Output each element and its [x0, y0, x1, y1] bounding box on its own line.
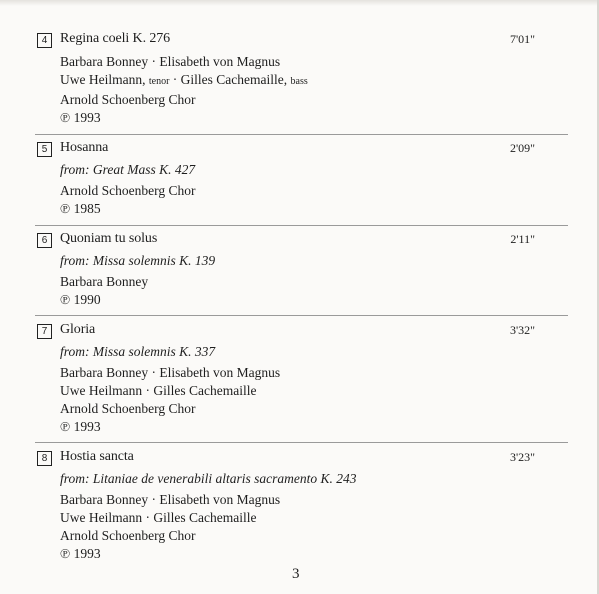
- voice-type: bass: [290, 76, 308, 87]
- track-entry-8: [37, 451, 567, 563]
- copyright-year: ℗ 1993: [60, 419, 101, 434]
- copyright-year: ℗ 1993: [60, 546, 101, 561]
- source-work: from: Missa solemnis K. 337: [60, 344, 216, 359]
- performers-line: Barbara Bonney · Elisabeth von Magnus: [60, 492, 281, 507]
- track-number-box: 7: [37, 324, 52, 339]
- track-header: [37, 33, 567, 53]
- performers-line: [60, 71, 567, 91]
- track-header: [37, 324, 567, 344]
- track-duration: 2'09": [509, 141, 535, 155]
- track-title: Gloria: [60, 322, 96, 337]
- track-duration: 7'01": [509, 32, 535, 46]
- track-number-box: 8: [37, 451, 52, 466]
- track-number-box: 5: [37, 142, 52, 157]
- performers-line: Uwe Heilmann · Gilles Cachemaille: [60, 510, 257, 525]
- performers-line: Barbara Bonney · Elisabeth von Magnus: [60, 365, 281, 380]
- voice-type: tenor: [148, 76, 170, 87]
- copyright-year: ℗ 1993: [60, 110, 101, 125]
- performers-line: Uwe Heilmann · Gilles Cachemaille: [60, 383, 257, 398]
- divider: [35, 315, 568, 316]
- choir-line: Arnold Schoenberg Chor: [60, 528, 196, 543]
- track-number-box: 6: [37, 233, 52, 248]
- track-header: [37, 233, 567, 253]
- source-work: from: Missa solemnis K. 139: [60, 253, 216, 268]
- track-title: Quoniam tu solus: [60, 231, 158, 246]
- choir-line: Arnold Schoenberg Chor: [60, 401, 196, 416]
- choir-line: Arnold Schoenberg Chor: [60, 92, 196, 107]
- source-work: from: Great Mass K. 427: [60, 162, 196, 177]
- source-work: from: Litaniae de venerabili altaris sacramento K. 243: [60, 471, 357, 486]
- choir-line: Arnold Schoenberg Chor: [60, 183, 196, 198]
- performer-name: · Gilles Cachemaille,: [169, 72, 291, 87]
- performers-line: Barbara Bonney · Elisabeth von Magnus: [60, 54, 281, 69]
- track-entry-5: [37, 142, 567, 218]
- divider: [35, 134, 568, 135]
- copyright-year: ℗ 1985: [60, 201, 101, 216]
- copyright-year: ℗ 1990: [60, 292, 101, 307]
- performer-name: Uwe Heilmann,: [60, 72, 149, 87]
- track-title: Regina coeli K. 276: [60, 31, 171, 46]
- divider: [35, 442, 568, 443]
- track-header: [37, 451, 567, 471]
- track-title: Hosanna: [60, 140, 109, 155]
- page-number: 3: [292, 566, 300, 582]
- track-entry-6: [37, 233, 567, 309]
- track-entry-4: [37, 33, 567, 127]
- track-duration: 3'32": [509, 323, 535, 337]
- divider: [35, 225, 568, 226]
- page-top-edge: [0, 0, 599, 6]
- performers-line: Barbara Bonney: [60, 274, 149, 289]
- track-duration: 2'11": [510, 232, 535, 246]
- track-duration: 3'23": [509, 450, 535, 464]
- track-entry-7: [37, 324, 567, 436]
- track-title: Hostia sancta: [60, 449, 134, 464]
- track-header: [37, 142, 567, 162]
- track-number-box: 4: [37, 33, 52, 48]
